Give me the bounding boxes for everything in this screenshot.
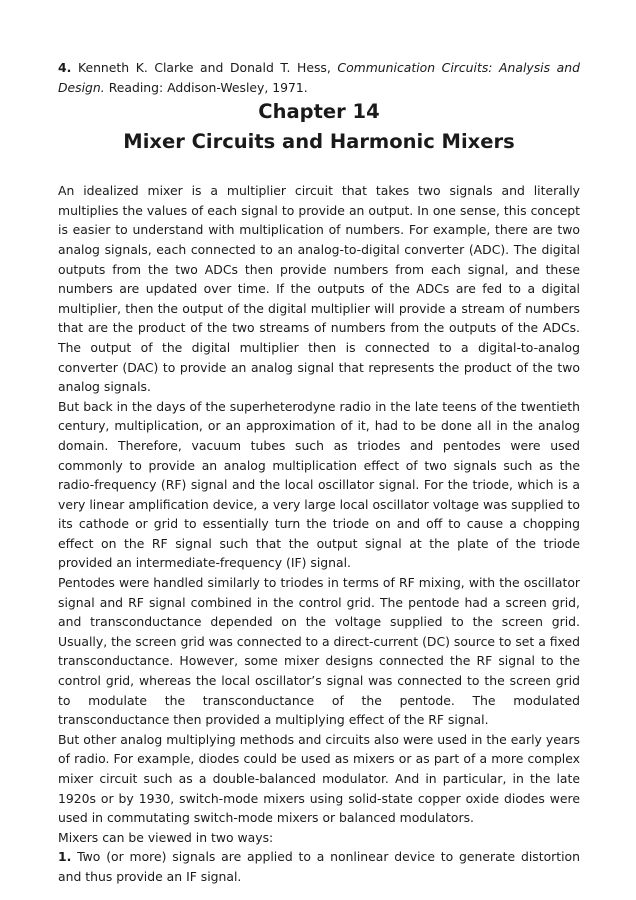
body-paragraph: But other analog multiplying methods and circuits also were used in the early years of radio. For example, diodes could be used as mixers or as part of a more complex mixer circuit such as a double-balanced modulator. And in particular, in the late 1920s or by 1930, switch-mode mixers using solid-state copper oxide diodes were used in commutating switch-mode mixers or balanced modulators. <box>58 731 580 826</box>
list-item-number: 1. <box>58 849 72 865</box>
body-paragraph: But back in the days of the superheterodyne radio in the late teens of the twentieth century, multiplication, or an approximation of it, had to be done all in the analog domain. Therefore, vacuum tubes such as triodes and pentodes were used commonly to provide an analog multiplication effect of two signals such as the radio-frequency (RF) signal and the local oscillator signal. For the triode, which is a very linear amplification device, a very large local oscillator voltage was supplied to its cathode or grid to essentially turn the triode on and off to cause a chopping effect on the RF signal such that the output signal at the plate of the triode provided an intermediate-frequency (IF) signal. <box>58 398 580 571</box>
reference-number: 4. <box>58 60 72 75</box>
body-paragraph: Pentodes were handled similarly to triodes in terms of RF mixing, with the oscillator signal and RF signal combined in the control grid. The pentode had a screen grid, and transconductance depended on the voltage supplied to the screen grid. Usually, the screen grid was connected to a direct-current (DC) source to set a fixed transconductance. However, some mixer designs connected the RF signal to the control grid, whereas the local oscillator’s signal was connected to the screen grid to modulate the transconductance of the pentode. The modulated transconductance then provided a multiplying effect of the RF signal. <box>58 575 580 728</box>
reference-authors: Kenneth K. Clarke and Donald T. Hess, <box>77 60 331 75</box>
list-item <box>58 847 580 886</box>
reference-title: Communication Circuits: Analysis and Design. <box>58 60 580 95</box>
list-item-text: Two (or more) signals are applied to a nonlinear device to generate distortion and thus provide an IF signal. <box>58 849 580 884</box>
chapter-label: Chapter 14 <box>258 100 380 124</box>
reference-publisher: Reading: Addison-Wesley, 1971. <box>108 79 308 95</box>
reference-entry <box>58 58 580 97</box>
body-paragraph: Mixers can be viewed in two ways: <box>58 829 274 845</box>
chapter-title: Mixer Circuits and Harmonic Mixers <box>123 130 515 154</box>
body-paragraph: An idealized mixer is a multiplier circuit that takes two signals and literally multiplies the values of each signal to provide an output. In one sense, this concept is easier to understand with multiplication of numbers. For example, there are two analog signals, each connected to an analog-to-digital converter (ADC). The digital outputs from the two ADCs then provide numbers from each signal, and these numbers are updated over time. If the outputs of the ADCs are fed to a digital multiplier, then the output of the digital multiplier will provide a stream of numbers that are the product of the two streams of numbers from the outputs of the ADCs. The output of the digital multiplier then is connected to a digital-to-analog converter (DAC) to provide an analog signal that represents the product of the two analog signals. <box>58 183 580 395</box>
document-page <box>58 58 580 887</box>
